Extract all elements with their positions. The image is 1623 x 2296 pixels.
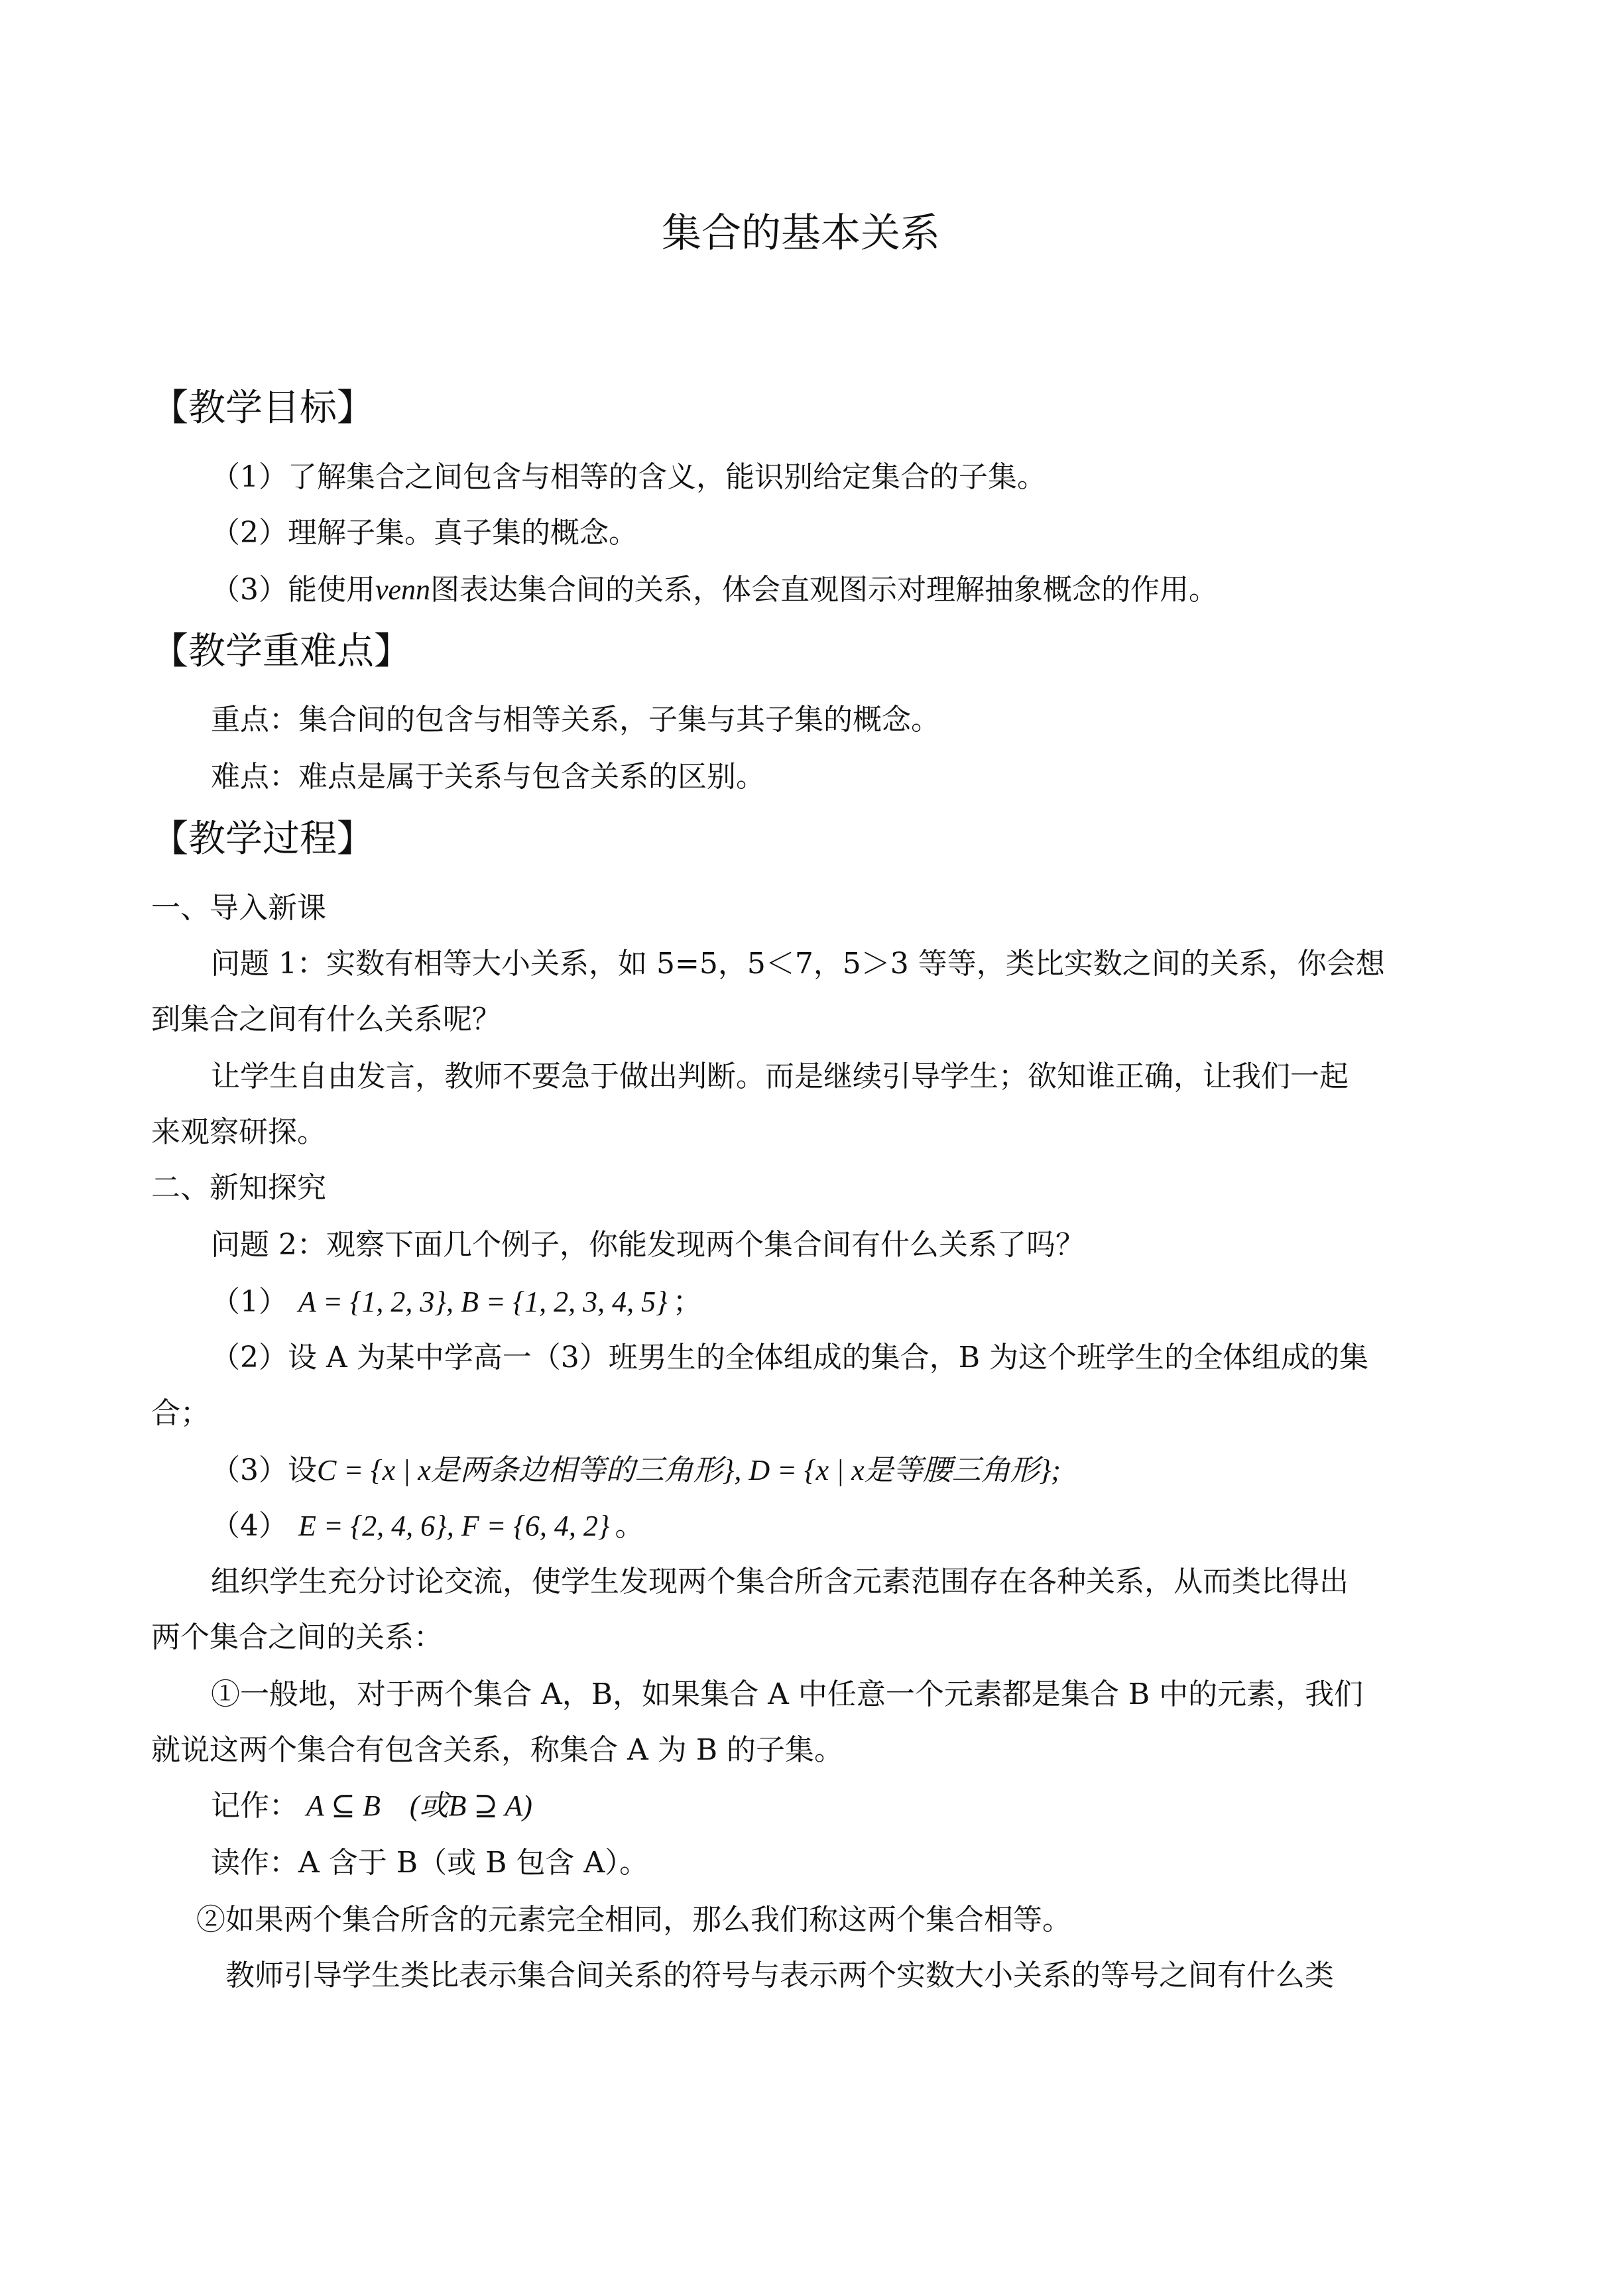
goal-item-2: （2）理解子集。真子集的概念。 <box>211 516 638 550</box>
paragraph-line2: 来观察研探。 <box>151 1115 326 1149</box>
organize-line1: 组织学生充分讨论交流，使学生发现两个集合所含元素范围存在各种关系，从而类比得出 <box>211 1565 1349 1599</box>
example-2-line2: 合； <box>151 1396 210 1430</box>
notation-label: 记作： <box>211 1789 298 1823</box>
question2: 问题 2：观察下面几个例子，你能发现两个集合间有什么关系了吗？ <box>211 1228 1085 1262</box>
example-1 <box>211 1282 702 1322</box>
example-3 <box>211 1451 1061 1490</box>
organize-line2: 两个集合之间的关系： <box>151 1620 443 1654</box>
goal-item-3-prefix: （3）能使用 <box>211 573 375 607</box>
example-1-number: （1） <box>211 1285 288 1319</box>
notation <box>211 1786 532 1826</box>
goal-item-3 <box>211 570 1218 610</box>
part1-heading: 一、导入新课 <box>151 891 326 925</box>
difficulty-item: 难点：难点是属于关系与包含关系的区别。 <box>211 760 765 794</box>
section-heading-goals: 【教学目标】 <box>151 387 374 430</box>
question1-line2: 到集合之间有什么关系呢？ <box>151 1002 501 1036</box>
definition-subset-line2: 就说这两个集合有包含关系，称集合 A 为 B 的子集。 <box>151 1733 844 1767</box>
teacher-line: 教师引导学生类比表示集合间关系的符号与表示两个实数大小关系的等号之间有什么类 <box>225 1959 1334 1992</box>
example-4 <box>211 1506 644 1546</box>
reading: 读作：A 含于 B（或 B 包含 A）。 <box>211 1846 649 1880</box>
key-point-item: 重点：集合间的包含与相等关系，子集与其子集的概念。 <box>211 703 940 737</box>
example-3-math: C = {x | x是两条边相等的三角形}, D = {x | x是等腰三角形}; <box>317 1454 1061 1486</box>
example-4-end: 。 <box>615 1509 644 1543</box>
example-2-line1: （2）设 A 为某中学高一（3）班男生的全体组成的集合，B 为这个班学生的全体组成的集 <box>211 1341 1369 1374</box>
example-3-number: （3）设 <box>211 1453 317 1487</box>
goal-item-3-rest: 图表达集合间的关系，体会直观图示对理解抽象概念的作用。 <box>430 573 1219 607</box>
example-4-math: E = {2, 4, 6}, F = {6, 4, 2} <box>298 1510 610 1542</box>
section-heading-process: 【教学过程】 <box>151 817 374 861</box>
part2-heading: 二、新知探究 <box>151 1171 326 1205</box>
section-heading-key-points: 【教学重难点】 <box>151 630 411 673</box>
definition-subset-line1: ①一般地，对于两个集合 A，B，如果集合 A 中任意一个元素都是集合 B 中的元素，我们 <box>211 1677 1364 1711</box>
notation-math: A ⊆ B (或B ⊇ A) <box>306 1789 532 1822</box>
example-1-math: A = {1, 2, 3}, B = {1, 2, 3, 4, 5} <box>298 1286 668 1318</box>
venn-term: venn <box>375 574 431 606</box>
page-title: 集合的基本关系 <box>662 210 940 257</box>
example-1-end: ； <box>672 1285 702 1319</box>
example-4-number: （4） <box>211 1509 288 1543</box>
definition-equal: ②如果两个集合所含的元素完全相同，那么我们称这两个集合相等。 <box>196 1903 1071 1937</box>
question1-line1: 问题 1：实数有相等大小关系，如 5=5，5＜7，5＞3 等等，类比实数之间的关系，你会想 <box>211 947 1385 981</box>
paragraph-line1: 让学生自由发言，教师不要急于做出判断。而是继续引导学生；欲知谁正确，让我们一起 <box>211 1059 1349 1093</box>
goal-item-1: （1）了解集合之间包含与相等的含义，能识别给定集合的子集。 <box>211 460 1046 494</box>
